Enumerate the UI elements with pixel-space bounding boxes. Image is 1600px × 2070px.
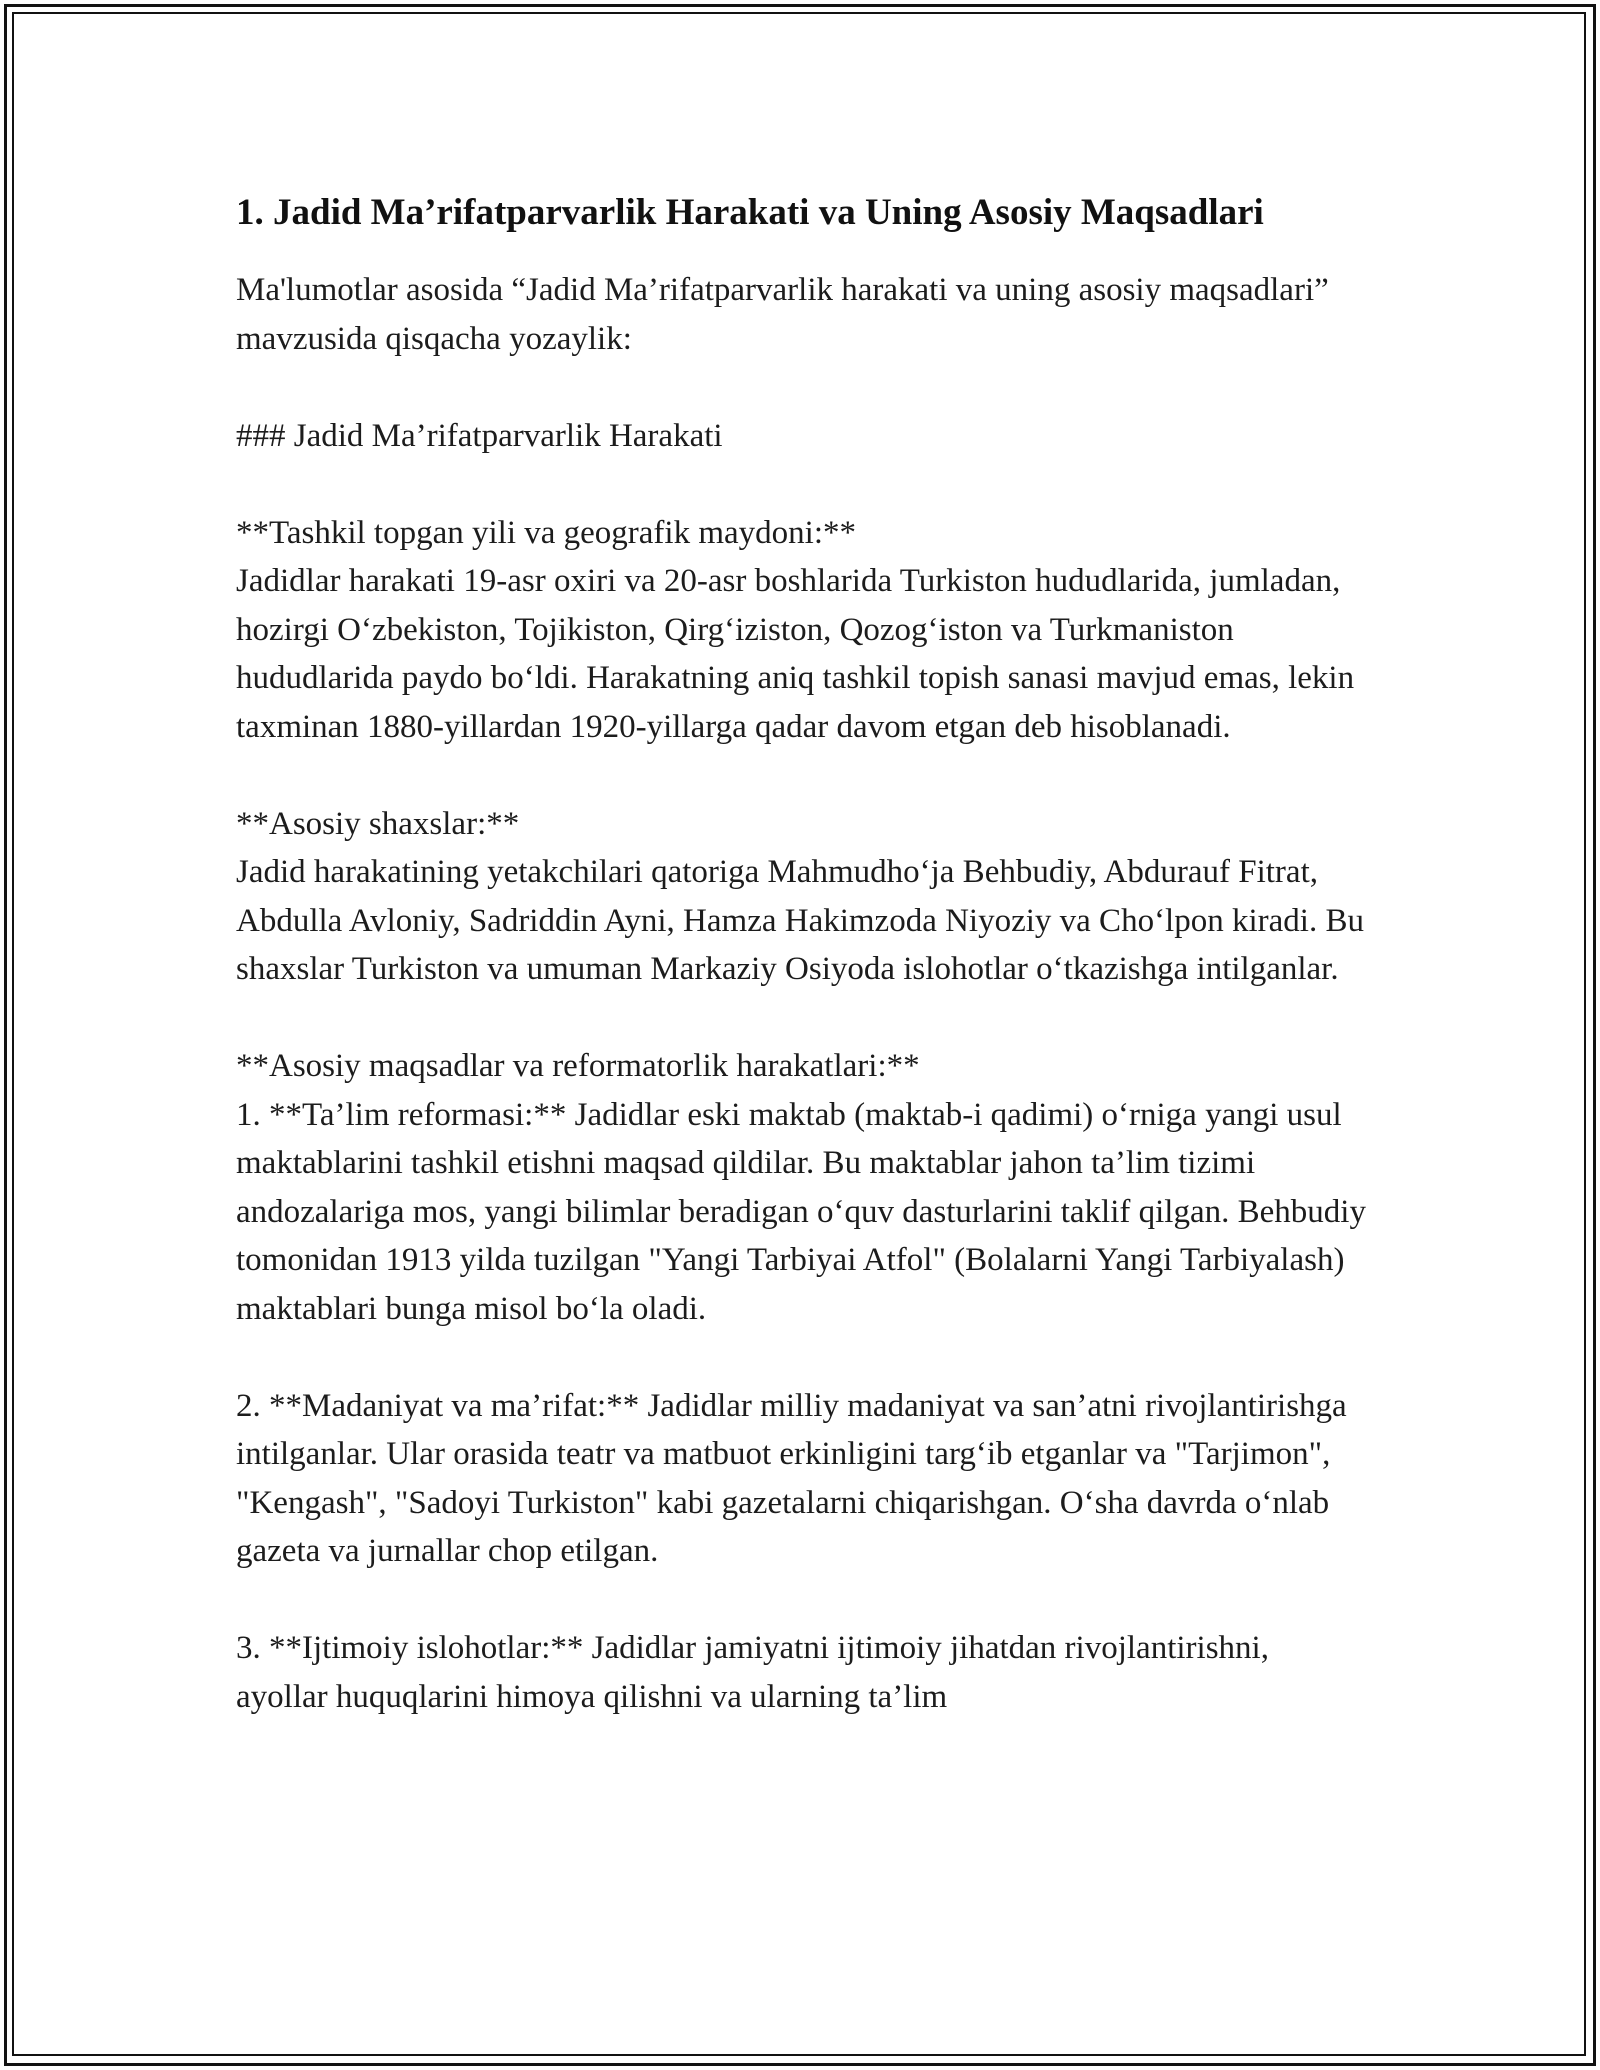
goal-item-education: 1. **Ta’lim reformasi:** Jadidlar eski maktab (maktab-i qadimi) o‘rniga yangi usul maktablarini tashkil etishni maqsad qildilar. Bu maktablar jahon ta’lim tizimi andozalariga mos, yangi bilimlar beradigan o‘quv dasturlarini taklif qilgan. Behbudiy tomonidan 1913 yilda tuzilgan "Yangi Tarbiyai Atfol" (Bolalarni Yangi Tarbiyalash) maktablari bunga misol bo‘la oladi.	[236, 1096, 1366, 1327]
figures-text: Jadid harakatining yetakchilari qatoriga Mahmudho‘ja Behbudiy, Abdurauf Fitrat, Abdulla Avloniy, Sadriddin Ayni, Hamza Hakimzoda Niyoziy va Cho‘lpon kiradi. Bu shaxslar Turkiston va umuman Markaziy Osiyoda islohotlar o‘tkazishga intilganlar.	[236, 854, 1364, 987]
figures-heading: **Asosiy shaxslar:**	[236, 805, 520, 842]
document-body	[236, 186, 1366, 1721]
founding-section	[236, 509, 1366, 752]
section-heading: ### Jadid Ma’rifatparvarlik Harakati	[236, 417, 723, 454]
goal-item-social: 3. **Ijtimoiy islohotlar:** Jadidlar jamiyatni ijtimoiy jihatdan rivojlantirishni, ayollar huquqlarini himoya qilishni va ularning ta’lim	[236, 1630, 1269, 1715]
goals-heading: **Asosiy maqsadlar va reformatorlik harakatlari:**	[236, 1048, 920, 1084]
goals-section	[236, 1042, 1366, 1721]
goal-item-culture: 2. **Madaniyat va ma’rifat:** Jadidlar milliy madaniyat va san’atni rivojlantirishga intilganlar. Ular orasida teatr va matbuot erkinligini targ‘ib etganlar va "Tarjimon", "Kengash", "Sadoyi Turkiston" kabi gazetalarni chiqarishgan. O‘sha davrda o‘nlab gazeta va jurnallar chop etilgan.	[236, 1387, 1347, 1569]
founding-heading: **Tashkil topgan yili va geografik maydoni:**	[236, 514, 856, 551]
intro-paragraph: Ma'lumotlar asosida “Jadid Ma’rifatparvarlik harakati va uning asosiy maqsadlari” mavzusida qisqacha yozaylik:	[236, 272, 1329, 357]
document-title: 1. Jadid Ma’rifatparvarlik Harakati va Uning Asosiy Maqsadlari	[236, 192, 1264, 233]
figures-section	[236, 800, 1366, 994]
founding-text: Jadidlar harakati 19-asr oxiri va 20-asr boshlarida Turkiston hududlarida, jumladan, hozirgi O‘zbekiston, Tojikiston, Qirg‘iziston, Qozog‘iston va Turkmaniston hududlarida paydo bo‘ldi. Harakatning aniq tashkil topish sanasi mavjud emas, lekin taxminan 1880-yillardan 1920-yillarga qadar davom etgan deb hisoblanadi.	[236, 563, 1355, 745]
